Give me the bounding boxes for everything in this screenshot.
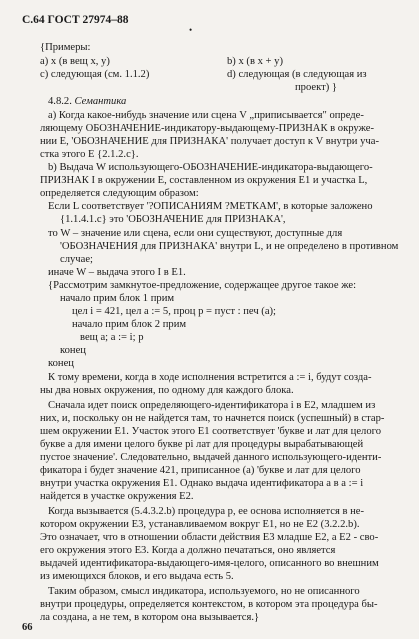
text-line: вещ a; a := i; p [80,332,144,343]
text-line: случае; [60,254,93,265]
text-line: Это означает, что в отношении области действия E3 младше E2, а E2 - сво- [40,532,379,543]
text-line: Сначала идет поиск определяющего-идентификатора i в E2, младшем из [48,400,376,411]
example-b: b) x (в x + y) [227,56,283,67]
text-line: найдется в участке окружения E2. [40,491,194,502]
section-heading [48,96,126,108]
text-line: стка этого E {2.1.2.c}. [40,149,139,160]
text-line: буквe a для имени целого буквe pi лат для процедуры вырабатывающей [40,439,364,450]
text-line: из имеющихся блоков, и его выдача есть 5. [40,571,234,582]
examples-intro: {Примеры: [40,42,91,53]
example-d-cont: проект) } [295,82,337,93]
text-line: его окружения этого E3. Когда a должно печататься, оно является [40,545,336,556]
text-line: конец [48,358,74,369]
text-line: начало прим блок 1 прим [60,293,175,304]
text-line: {1.1.4.1.c} это 'ОБОЗНАЧЕНИЕ для ПРИЗНАКА', [60,214,286,225]
page-header: С.64 ГОСТ 27974–88 [22,14,129,26]
text-line: определяется следующим образом: [40,188,199,199]
text-line: шем окружении E1. Участок этого E1 соответствует 'буквe и лат для целого [40,426,381,437]
text-line: b) Выдача W использующего-ОБОЗНАЧЕНИЕ-индикатора-выдающего- [48,162,373,173]
example-c: c) следующая (см. 1.1.2) [40,69,150,80]
text-line: внутри процедуры, определяется контекстом, в котором эта процедура бы- [40,599,378,610]
example-d: d) следующая (в следующая из [227,69,367,80]
page-number: 66 [22,622,33,633]
section-number: 4.8.2. [48,96,72,107]
text-line: фикатора i будет значение 421, приписанное (a) 'буквe и лат для целого [40,465,361,476]
text-line: котором окружении E3, устанавливаемом вокруг E1, но не E2 (3.2.2.b). [40,519,360,530]
text-line: цел i = 421, цел a := 5, проц p = пуст : печ (a); [72,306,276,317]
text-line: начало прим блок 2 прим [72,319,187,330]
text-line: пустое значение'. Следовательно, выдачей данного использующего-иденти- [40,452,382,463]
text-line: ла создана, а не тем, в котором она вызывается.} [40,612,260,623]
text-line: ны два новых окружения, по одному для каждого блока. [40,385,294,396]
text-line: нии E, 'ОБОЗНАЧЕНИЕ для ПРИЗНАКА' получает доступ к V внутри уча- [40,136,379,147]
text-line: {Рассмотрим замкнутое-предложение, содержащее другое такое же: [48,280,357,291]
text-line: Если L соответствует '?ОПИСАНИЯМ ?МЕТКАМ', в которые заложено [48,201,373,212]
section-title: Семантика [74,96,127,107]
text-line: внутри участка окружения E1. Однако выдача идентификатора a в a := i [40,478,364,489]
text-line: конец [60,345,86,356]
text-line: ПРИЗНАК I в окружении E, составленном из окружения E1 и участка L, [40,175,368,186]
text-line: Таким образом, смысл индикатора, используемого, но не описанного [48,586,360,597]
margin-mark: • [189,25,193,35]
text-line: них, и, поскольку он не найдется там, то начнется поиск (успешный) в стар- [40,413,385,424]
example-a: a) x (в вещ x, y) [40,56,110,67]
text-line: a) Когда какое-нибудь значение или сцена V „приписывается" опреде- [48,110,364,121]
text-line: Когда вызывается (5.4.3.2.b) процедура p, ее основа исполняется в не- [48,506,365,517]
text-line: выдачей идентификатора-выдающего-имя-целого, описанного во внешним [40,558,379,569]
text-line: 'ОБОЗНАЧЕНИЯ для ПРИЗНАКА' внутри L, и не определено в противном [60,241,399,252]
text-line: К тому времени, когда в ходе исполнения встретится a := i, будут созда- [48,372,372,383]
text-line: иначе W – выдача этого I в E1. [48,267,186,278]
text-line: то W – значение или сцена, если они существуют, доступные для [48,228,343,239]
text-line: ляющему ОБОЗНАЧЕНИЕ-индикатору-выдающему-ПРИЗНАК в окруже- [40,123,374,134]
